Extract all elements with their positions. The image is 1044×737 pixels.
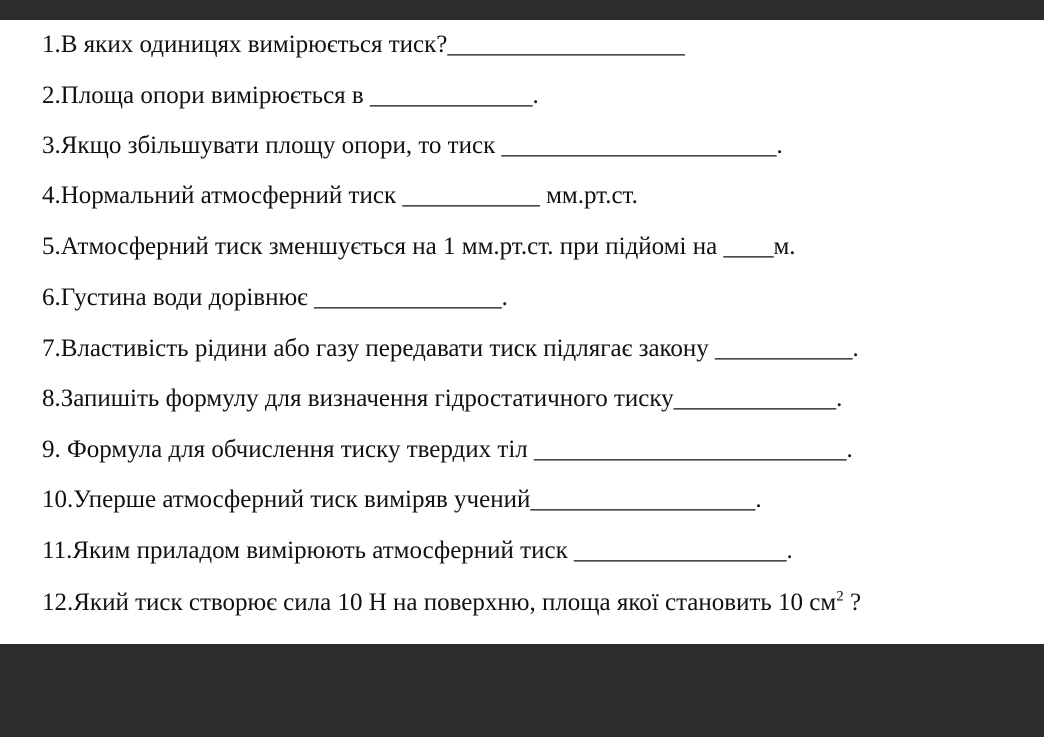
- question-1: 1.В яких одиницях вимірюється тиск?___________________: [42, 31, 685, 58]
- question-6: 6.Густина води дорівнює _______________.: [42, 284, 508, 311]
- question-8: 8.Запишіть формулу для визначення гідростатичного тиску_____________.: [42, 385, 843, 412]
- document-page: [0, 20, 1044, 644]
- question-3: 3.Якщо збільшувати площу опори, то тиск ______________________.: [42, 132, 783, 159]
- top-dark-bar: [0, 0, 1044, 20]
- question-12-end: ?: [843, 589, 862, 616]
- question-12: [42, 588, 861, 618]
- question-4: 4.Нормальний атмосферний тиск ___________ мм.рт.ст.: [42, 182, 638, 209]
- bottom-dark-area: [0, 644, 1044, 737]
- question-7: 7.Властивість рідини або газу передавати тиск підлягає закону ___________.: [42, 335, 859, 362]
- question-9: 9. Формула для обчислення тиску твердих тіл _________________________.: [42, 436, 853, 463]
- question-11: 11.Яким приладом вимірюють атмосферний тиск _________________.: [42, 537, 793, 564]
- question-10: 10.Уперше атмосферний тиск виміряв учений__________________.: [42, 486, 762, 513]
- question-2: 2.Площа опори вимірюється в _____________.: [42, 82, 539, 109]
- question-12-text: 12.Який тиск створює сила 10 Н на поверхню, площа якої становить 10 см: [42, 589, 837, 616]
- question-12-superscript: 2: [836, 588, 844, 605]
- question-5: 5.Атмосферний тиск зменшується на 1 мм.рт.ст. при підйомі на ____м.: [42, 233, 796, 260]
